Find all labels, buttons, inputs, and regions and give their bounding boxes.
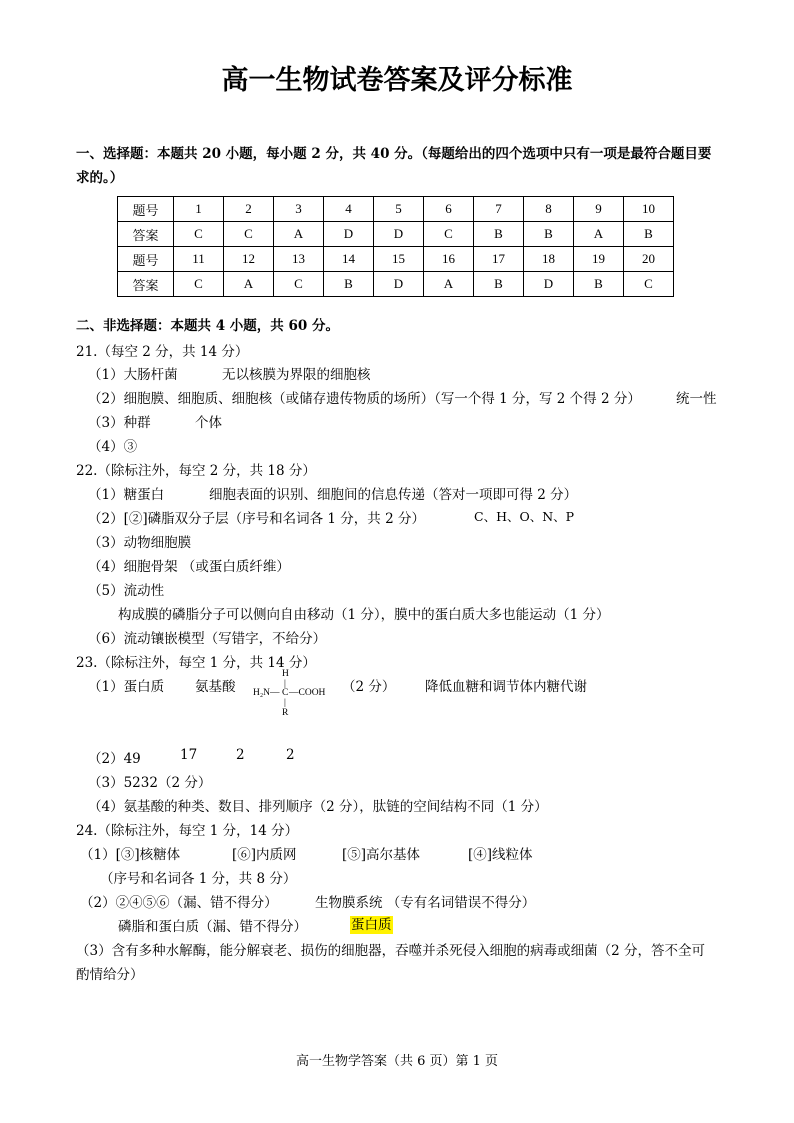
formula-right: —COOH xyxy=(289,688,326,698)
q22-heading: 22.（除标注外，每空 2 分，共 18 分） xyxy=(76,463,316,479)
q23-answer-3: （3）5232（2 分） xyxy=(88,775,212,791)
q23-answer-2a: （2）49 xyxy=(88,751,141,767)
q24-answer-2a: （2）②④⑤⑥（漏、错不得分） xyxy=(80,895,278,911)
formula-left: H₂N— xyxy=(253,688,280,698)
table-cell: A xyxy=(274,222,324,247)
table-cell: B xyxy=(474,272,524,297)
q21-answer-3b: 个体 xyxy=(195,415,222,431)
q24-answer-1d: [④]线粒体 xyxy=(468,847,533,863)
answer-table xyxy=(117,196,674,297)
table-cell: 15 xyxy=(374,247,424,272)
q21-answer-1a: （1）大肠杆菌 xyxy=(88,367,178,383)
table-cell: 13 xyxy=(274,247,324,272)
table-cell: 答案 xyxy=(118,222,174,247)
table-cell: 4 xyxy=(324,197,374,222)
q21-answer-4: （4）③ xyxy=(88,439,138,455)
q24-answer-3b: 酌情给分） xyxy=(76,967,144,983)
table-cell: D xyxy=(524,272,574,297)
q22-answer-2a: （2）[②]磷脂双分子层（序号和名词各 1 分，共 2 分） xyxy=(88,511,425,527)
table-cell: 6 xyxy=(424,197,474,222)
table-cell: B xyxy=(324,272,374,297)
table-cell: C xyxy=(174,272,224,297)
table-cell: A xyxy=(574,222,624,247)
table-cell: 7 xyxy=(474,197,524,222)
table-cell: A xyxy=(424,272,474,297)
q22-answer-5b: 构成膜的磷脂分子可以侧向自由移动（1 分），膜中的蛋白质大多也能运动（1 分） xyxy=(118,607,610,623)
q21-answer-2b: 统一性 xyxy=(676,391,717,407)
section1-line2: 求的。） xyxy=(76,170,124,186)
section1-line1: 一、选择题：本题共 20 小题，每小题 2 分，共 40 分。（每题给出的四个选项中只有一项是最符合题目要 xyxy=(76,146,712,162)
q23-answer-1b: 氨基酸 xyxy=(195,679,236,695)
table-cell: 2 xyxy=(224,197,274,222)
table-cell: 8 xyxy=(524,197,574,222)
q24-heading: 24.（除标注外，每空 1 分，14 分） xyxy=(76,823,299,839)
table-cell: B xyxy=(624,222,674,247)
table-cell: 3 xyxy=(274,197,324,222)
table-cell: 17 xyxy=(474,247,524,272)
table-cell: 14 xyxy=(324,247,374,272)
q24-answer-1e: （序号和名词各 1 分，共 8 分） xyxy=(100,871,297,887)
table-cell: 题号 xyxy=(118,247,174,272)
table-cell: 11 xyxy=(174,247,224,272)
table-cell: B xyxy=(474,222,524,247)
q22-answer-6: （6）流动镶嵌模型（写错字，不给分） xyxy=(88,631,327,647)
table-cell: 16 xyxy=(424,247,474,272)
amino-acid-formula xyxy=(253,669,339,721)
table-row xyxy=(118,197,674,222)
table-cell: B xyxy=(574,272,624,297)
q23-answer-1c: （2 分） xyxy=(342,679,396,695)
table-row xyxy=(118,222,674,247)
q23-answer-2b: 17 xyxy=(180,747,198,763)
formula-center: C xyxy=(282,688,289,698)
table-cell: D xyxy=(324,222,374,247)
q23-answer-1a: （1）蛋白质 xyxy=(88,679,165,695)
q21-answer-1b: 无以核膜为界限的细胞核 xyxy=(222,367,371,383)
q22-answer-4: （4）细胞骨架 （或蛋白质纤维） xyxy=(88,559,290,575)
q22-answer-5: （5）流动性 xyxy=(88,583,165,599)
q24-answer-1a: （1）[③]核糖体 xyxy=(80,847,181,863)
formula-top: H xyxy=(282,669,289,679)
table-cell: C xyxy=(274,272,324,297)
table-cell: C xyxy=(174,222,224,247)
q21-answer-2a: （2）细胞膜、细胞质、细胞核（或储存遗传物质的场所）（写一个得 1 分，写 2 个得 2 分） xyxy=(88,391,641,407)
q24-answer-2b: 生物膜系统 （专有名词错误不得分） xyxy=(315,895,536,911)
q23-answer-4: （4）氨基酸的种类、数目、排列顺序（2 分），肽链的空间结构不同（1 分） xyxy=(88,799,548,815)
formula-bond-bottom: | xyxy=(284,698,286,708)
q24-answer-2c: 磷脂和蛋白质（漏、错不得分） xyxy=(118,919,307,935)
section2-heading: 二、非选择题：本题共 4 小题，共 60 分。 xyxy=(76,318,339,334)
page-title: 高一生物试卷答案及评分标准 xyxy=(221,65,573,96)
q22-answer-1a: （1）糖蛋白 xyxy=(88,487,165,503)
table-cell: 10 xyxy=(624,197,674,222)
q24-answer-2d: 蛋白质 xyxy=(351,917,392,933)
table-cell: 19 xyxy=(574,247,624,272)
formula-bond-top: | xyxy=(284,679,286,689)
table-row xyxy=(118,247,674,272)
table-cell: C xyxy=(224,222,274,247)
table-cell: B xyxy=(524,222,574,247)
table-cell: D xyxy=(374,272,424,297)
q23-heading: 23.（除标注外，每空 1 分，共 14 分） xyxy=(76,655,316,671)
q24-answer-1b: [⑥]内质网 xyxy=(232,847,297,863)
q22-answer-3: （3）动物细胞膜 xyxy=(88,535,192,551)
table-cell: 1 xyxy=(174,197,224,222)
table-cell: A xyxy=(224,272,274,297)
table-cell: 9 xyxy=(574,197,624,222)
q23-answer-2c: 2 xyxy=(236,747,245,763)
table-cell: D xyxy=(374,222,424,247)
q23-answer-2d: 2 xyxy=(286,747,295,763)
table-cell: 12 xyxy=(224,247,274,272)
q23-answer-1d: 降低血糖和调节体内糖代谢 xyxy=(425,679,587,695)
q24-answer-1c: [⑤]高尔基体 xyxy=(342,847,421,863)
table-cell: 5 xyxy=(374,197,424,222)
table-cell: C xyxy=(424,222,474,247)
q21-answer-3a: （3）种群 xyxy=(88,415,151,431)
table-cell: 题号 xyxy=(118,197,174,222)
formula-bottom: R xyxy=(282,708,289,718)
page-footer: 高一生物学答案（共 6 页）第 1 页 xyxy=(295,1054,499,1069)
table-row xyxy=(118,272,674,297)
table-cell: C xyxy=(624,272,674,297)
table-cell: 20 xyxy=(624,247,674,272)
table-cell: 答案 xyxy=(118,272,174,297)
q22-answer-1b: 细胞表面的识别、细胞间的信息传递（答对一项即可得 2 分） xyxy=(209,487,578,503)
q24-answer-3a: （3）含有多种水解酶，能分解衰老、损伤的细胞器，吞噬并杀死侵入细胞的病毒或细菌（2 分，答不全可 xyxy=(76,943,705,959)
table-cell: 18 xyxy=(524,247,574,272)
q22-answer-2b: C、H、O、N、P xyxy=(474,509,575,524)
highlighted-answer xyxy=(350,913,393,933)
q21-heading: 21.（每空 2 分，共 14 分） xyxy=(76,344,249,360)
